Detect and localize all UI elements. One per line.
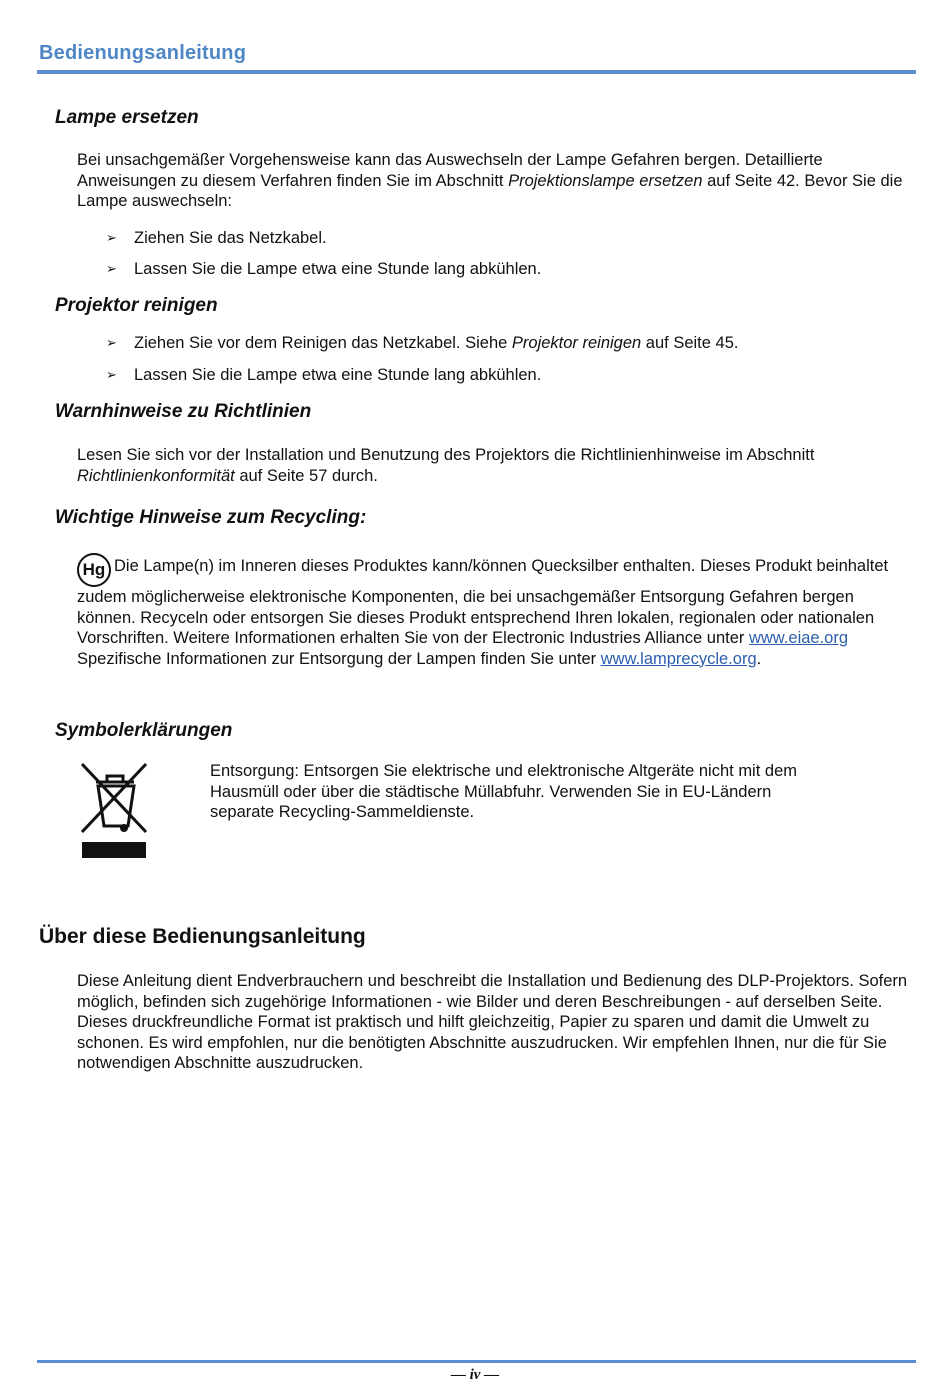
clean-bullet-1 bbox=[106, 333, 738, 353]
heading-lamp-replace: Lampe ersetzen bbox=[55, 107, 199, 128]
heading-regulatory-warnings: Warnhinweise zu Richtlinien bbox=[55, 401, 312, 422]
recycling-paragraph-end: . bbox=[756, 649, 762, 668]
lamp-bullet-1-text: Ziehen Sie das Netzkabel. bbox=[134, 229, 327, 247]
clean-bullet-2-text: Lassen Sie die Lampe etwa eine Stunde lang abkühlen. bbox=[134, 366, 542, 384]
clean-bullet-1-end: auf Seite 45. bbox=[641, 334, 739, 352]
footer-divider bbox=[37, 1360, 916, 1363]
clean-bullet-2 bbox=[106, 365, 541, 385]
lamp-bullet-1 bbox=[106, 228, 327, 248]
heading-about-manual: Über diese Bedienungsanleitung bbox=[39, 925, 366, 948]
heading-recycling: Wichtige Hinweise zum Recycling: bbox=[55, 507, 367, 528]
crossed-out-wheelie-bin-icon bbox=[78, 760, 150, 860]
warn-paragraph-ref: Richtlinienkonformität bbox=[77, 466, 235, 485]
warn-paragraph-end: auf Seite 57 durch. bbox=[234, 466, 378, 485]
arrowhead-bullet-icon: ➢ bbox=[106, 230, 117, 245]
recycling-paragraph bbox=[77, 553, 917, 669]
about-paragraph: Diese Anleitung dient Endverbrauchern und beschreibt die Installation und Bedienung des DLP-Projektors. Sofern möglich, befinden sich zugehörige Informationen - wie Bilder und deren Beschreibungen - auf derselben Seite. Dieses druckfreundliche Format ist praktisch und hilft gleichzeitig, Papier zu sparen und damit die Umwelt zu schonen. Es wird empfohlen, nur die benötigten Abschnitte auszudrucken. Wir empfehlen Ihnen, nur die für Sie notwendigen Abschnitte auszudrucken. bbox=[77, 972, 908, 1072]
symbol-disposal-text: Entsorgung: Entsorgen Sie elektrische und elektronische Altgeräte nicht mit dem Hausmüll oder über die städtische Müllabfuhr. Verwenden Sie in EU-Ländern separate Recycling-Sammeldienste. bbox=[210, 762, 797, 821]
recycling-paragraph-mid: Spezifische Informationen zur Entsorgung der Lampen finden Sie unter bbox=[77, 649, 601, 668]
arrowhead-bullet-icon: ➢ bbox=[106, 335, 117, 350]
lamp-bullet-2-text: Lassen Sie die Lampe etwa eine Stunde lang abkühlen. bbox=[134, 260, 542, 278]
lamp-paragraph-text: Bei unsachgemäßer Vorgehensweise kann das Auswechseln der Lampe Gefahren bergen. Detaillierte Anweisungen zu diesem Verfahren finden Sie im Abschnitt bbox=[77, 151, 823, 190]
clean-bullet-1-ref: Projektor reinigen bbox=[511, 334, 642, 352]
lamp-paragraph bbox=[77, 150, 917, 212]
arrowhead-bullet-icon: ➢ bbox=[106, 367, 117, 382]
page-header-title: Bedienungsanleitung bbox=[39, 42, 247, 64]
header-divider bbox=[37, 70, 916, 74]
warn-paragraph bbox=[77, 445, 917, 486]
lamp-bullet-2 bbox=[106, 259, 541, 279]
lamp-paragraph-ref: Projektionslampe ersetzen bbox=[508, 171, 703, 190]
arrowhead-bullet-icon: ➢ bbox=[106, 261, 117, 276]
recycling-paragraph-text: Die Lampe(n) im Inneren dieses Produktes kann/können Quecksilber enthalten. Dieses Produkt beinhaltet zudem möglicherweise elektronische Komponenten, die bei unsachgemäßer Entsorgung Gefahren bergen können. Recyceln oder entsorgen Sie dieses Produkt entsprechend Ihren lokalen, regionalen oder nationalen Vorschriften. Weitere Informationen erhalten Sie von der Electronic Industries Alliance unter bbox=[77, 556, 889, 647]
heading-projector-clean: Projektor reinigen bbox=[55, 295, 218, 316]
link-lamprecycle[interactable]: www.lamprecycle.org bbox=[600, 649, 757, 668]
page-number: — iv — bbox=[450, 1367, 500, 1383]
link-eiae[interactable]: www.eiae.org bbox=[748, 629, 849, 647]
heading-symbol-legend: Symbolerklärungen bbox=[55, 720, 233, 741]
warn-paragraph-text: Lesen Sie sich vor der Installation und Benutzung des Projektors die Richtlinienhinweise im Abschnitt bbox=[77, 446, 815, 464]
lamp-paragraph-end: auf Seite 42. Bevor Sie die Lampe auswechseln: bbox=[77, 171, 903, 210]
hg-mercury-icon: Hg bbox=[77, 553, 111, 587]
clean-bullet-1-text bbox=[134, 333, 738, 353]
clean-bullet-1-start: Ziehen Sie vor dem Reinigen das Netzkabel. Siehe bbox=[134, 334, 512, 352]
